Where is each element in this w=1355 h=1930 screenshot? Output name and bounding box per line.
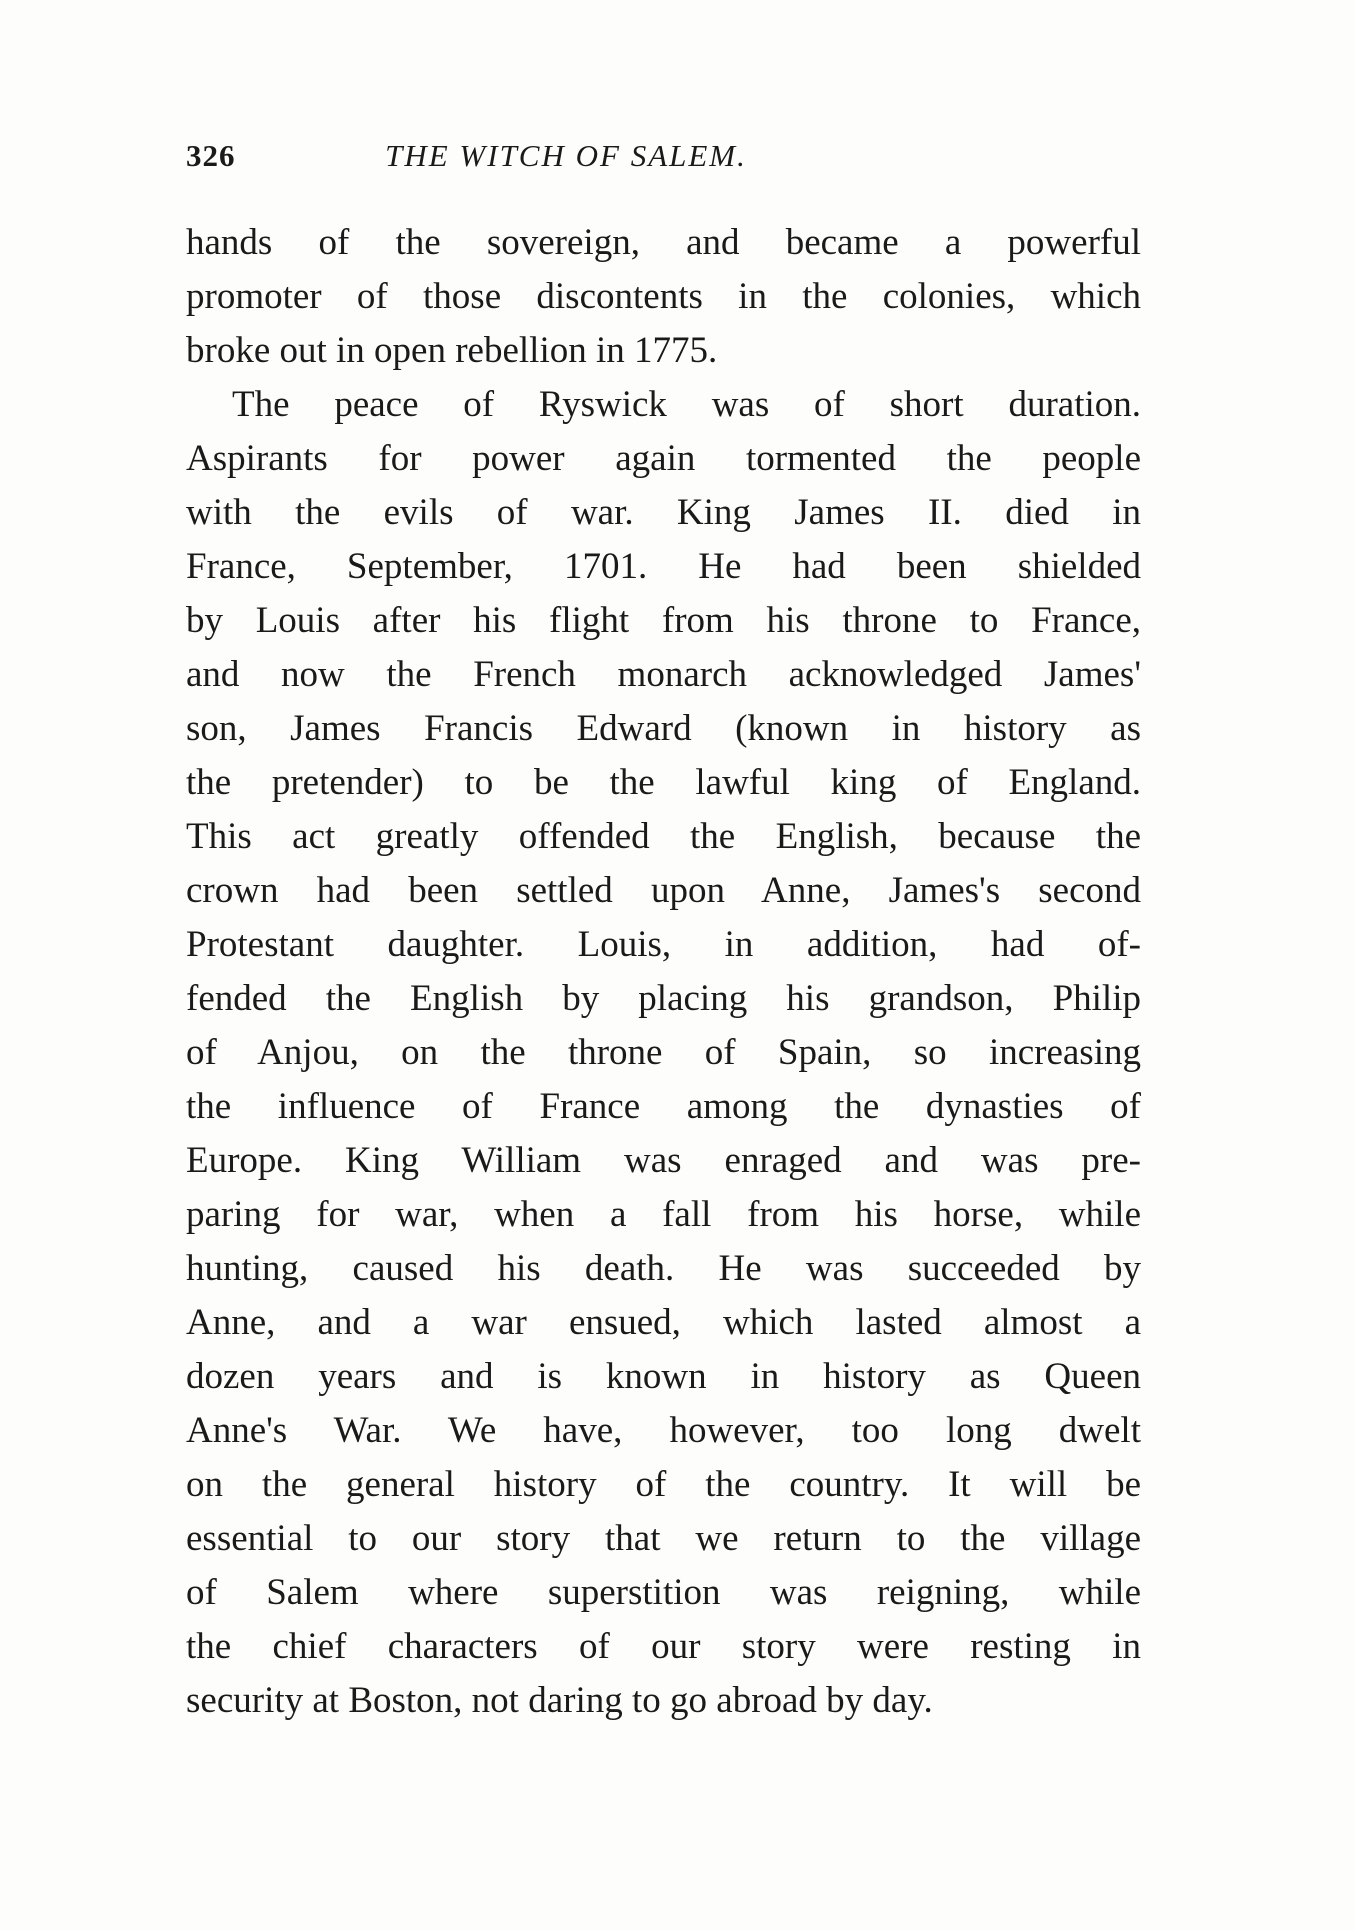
text-line: security at Boston, not daring to go abroad by day. [186,1680,933,1721]
text-line: and now the French monarch acknowledged James' [186,654,1141,695]
text-line: hunting, caused his death. He was succeeded by [186,1248,1141,1289]
text-line: broke out in open rebellion in 1775. [186,330,718,371]
text-line: paring for war, when a fall from his horse, while [186,1194,1141,1235]
text-line: fended the English by placing his grandson, Philip [186,978,1141,1019]
text-line: dozen years and is known in history as Queen [186,1356,1141,1397]
text-line: with the evils of war. King James II. died in [186,492,1141,533]
text-line: Europe. King William was enraged and was pre- [186,1140,1141,1181]
text-line: crown had been settled upon Anne, James's second [186,870,1141,911]
text-line: hands of the sovereign, and became a powerful [186,222,1141,263]
text-line: of Salem where superstition was reigning, while [186,1572,1141,1613]
text-line: the chief characters of our story were resting in [186,1626,1141,1667]
text-line: son, James Francis Edward (known in history as [186,708,1141,749]
text-line: on the general history of the country. It will be [186,1464,1141,1505]
text-line: of Anjou, on the throne of Spain, so increasing [186,1032,1141,1073]
text-line: Anne, and a war ensued, which lasted almost a [186,1302,1141,1343]
body-text [186,216,1141,1728]
text-line: This act greatly offended the English, because the [186,816,1141,857]
text-line: the pretender) to be the lawful king of England. [186,762,1141,803]
text-line: France, September, 1701. He had been shielded [186,546,1141,587]
page-number: 326 [186,138,236,173]
text-line: Anne's War. We have, however, too long dwelt [186,1410,1141,1451]
text-line: The peace of Ryswick was of short duration. [232,384,1141,425]
text-line: by Louis after his flight from his throne to France, [186,600,1141,641]
text-line: the influence of France among the dynasties of [186,1086,1141,1127]
text-line: Aspirants for power again tormented the people [186,438,1141,479]
running-head [186,138,1136,178]
running-title: THE WITCH OF SALEM. [385,138,747,173]
text-line: promoter of those discontents in the colonies, which [186,276,1141,317]
text-line: Protestant daughter. Louis, in addition, had of- [186,924,1141,965]
text-line: essential to our story that we return to the village [186,1518,1141,1559]
